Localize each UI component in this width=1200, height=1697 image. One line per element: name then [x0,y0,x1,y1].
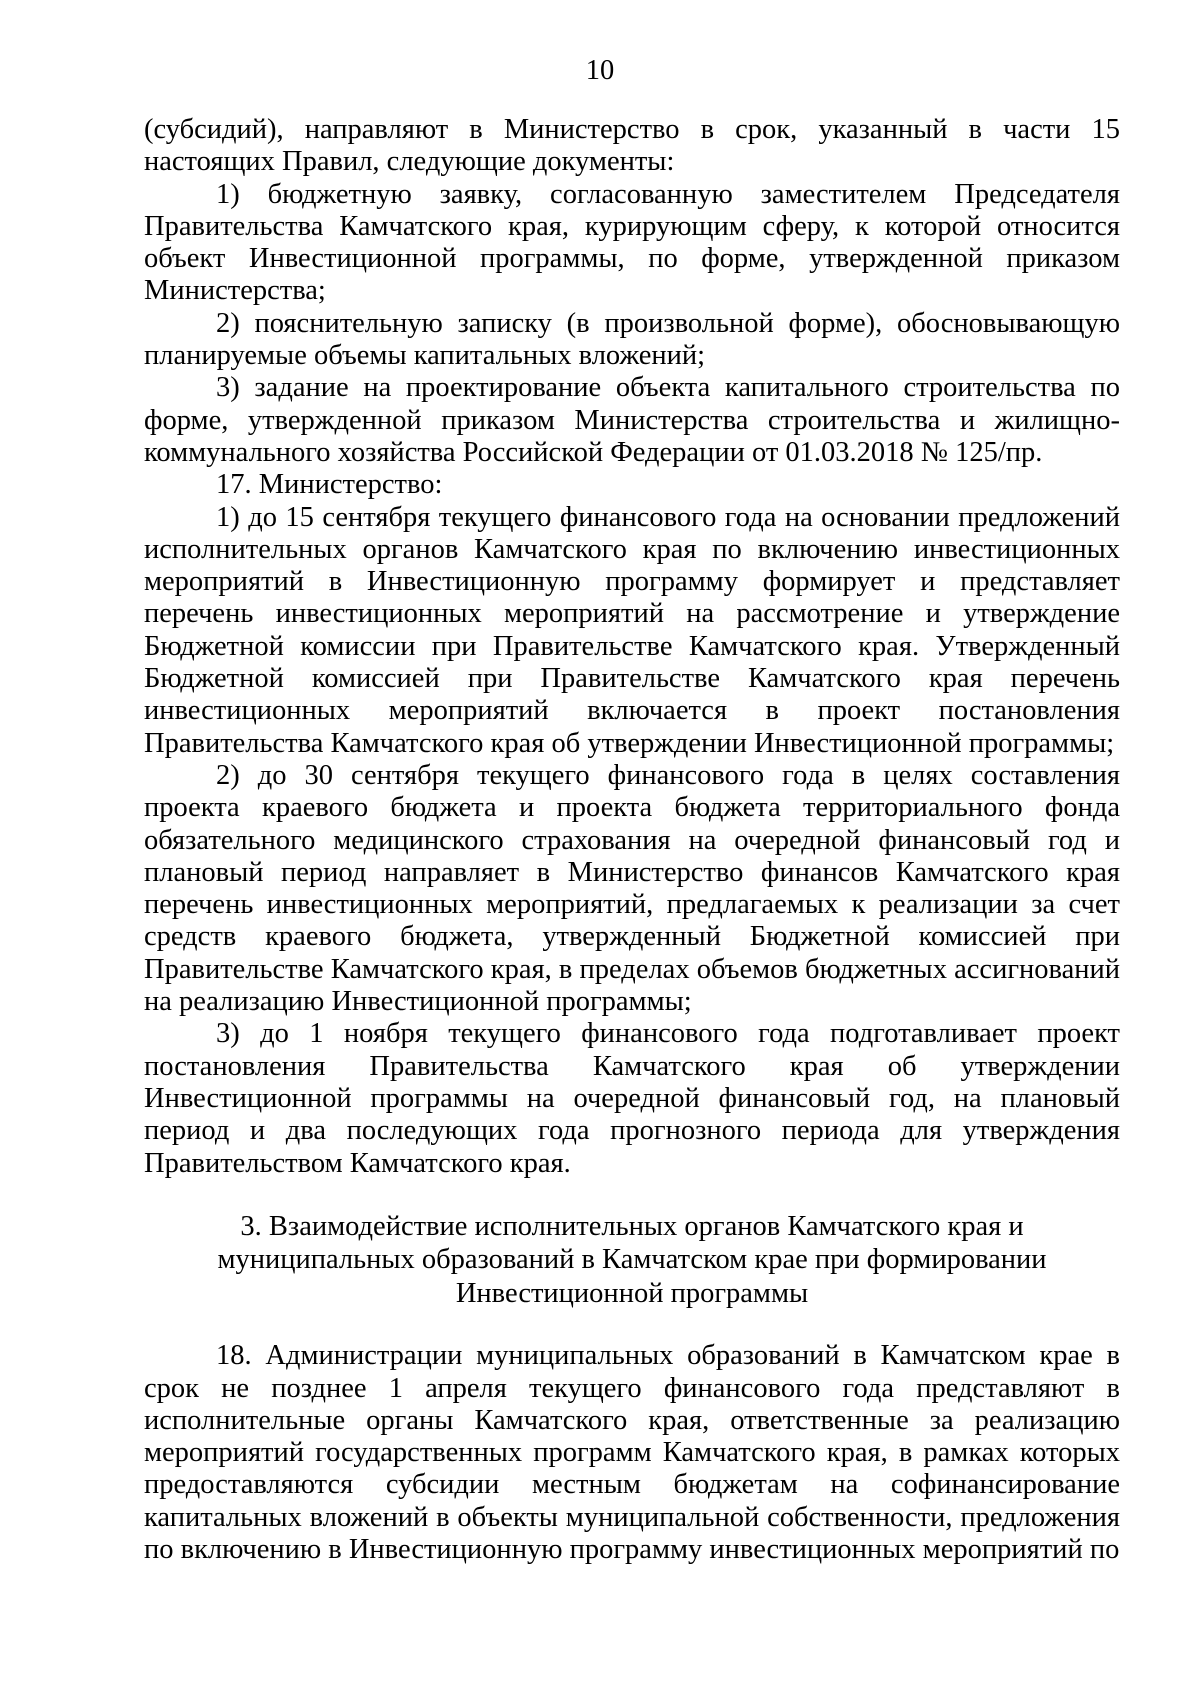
paragraph-clause-17-item-1: 1) до 15 сентября текущего финансового года на основании предложений исполнительных органов Камчатского края по включению инвестиционных мероприятий в Инвестиционную программу формирует и представляет перечень инвестиционных мероприятий на рассмотрение и утверждение Бюджетной комиссии при Правительстве Камчатского края. Утвержденный Бюджетной комиссией при Правительстве Камчатского края перечень инвестиционных мероприятий включается в проект постановления Правительства Камчатского края об утверждении Инвестиционной программы; [144,501,1120,759]
section-heading-line: 3. Взаимодействие исполнительных органов Камчатского края и [240,1210,1024,1242]
page-number: 10 [585,55,615,86]
section-heading [144,1180,1120,1341]
paragraph-item-budget-request: 1) бюджетную заявку, согласованную заместителем Председателя Правительства Камчатского края, курирующим сферу, к которой относится объект Инвестиционной программы, по форме, утвержденной приказом Министерства; [144,178,1120,307]
paragraph-clause-17-item-2: 2) до 30 сентября текущего финансового года в целях составления проекта краевого бюджета и проекта бюджета территориального фонда обязательного медицинского страхования на очередной финансовый год и плановый период направляет в Министерство финансов Камчатского края перечень инвестиционных мероприятий, предлагаемых к реализации за счет средств краевого бюджета, утвержденный Бюджетной комиссией при Правительстве Камчатского края, в пределах объемов бюджетных ассигнований на реализацию Инвестиционной программы; [144,759,1120,1018]
section-heading-line: Инвестиционной программы [455,1277,809,1309]
paragraph-continuation: (субсидий), направляют в Министерство в срок, указанный в части 15 настоящих Правил, следующие документы: [144,114,1120,178]
paragraph-item-design-task: 3) задание на проектирование объекта капитального строительства по форме, утвержденной приказом Министерства строительства и жилищно-коммунального хозяйства Российской Федерации от 01.03.2018 № 125/пр. [144,372,1120,468]
paragraph-clause-17-item-3: 3) до 1 ноября текущего финансового года подготавливает проект постановления Правительства Камчатского края об утверждении Инвестиционной программы на очередной финансовый год, на плановый период и два последующих года прогнозного периода для утверждения Правительством Камчатского края. [144,1018,1120,1179]
section-heading-line: муниципальных образований в Камчатском крае при формировании [217,1244,1047,1276]
paragraph-clause-18: 18. Администрации муниципальных образований в Камчатском крае в срок не позднее 1 апреля текущего финансового года представляют в исполнительные органы Камчатского края, ответственные за реализацию мероприятий государственных программ Камчатского края, в рамках которых предоставляются субсидии местным бюджетам на софинансирование капитальных вложений в объекты муниципальной собственности, предложения по включению в Инвестиционную программу инвестиционных мероприятий по [144,1340,1120,1566]
paragraph-item-explanatory-note: 2) пояснительную записку (в произвольной форме), обосновывающую планируемые объемы капитальных вложений; [144,307,1120,372]
paragraph-clause-17: 17. Министерство: [216,469,443,501]
document-body [144,114,1120,1566]
